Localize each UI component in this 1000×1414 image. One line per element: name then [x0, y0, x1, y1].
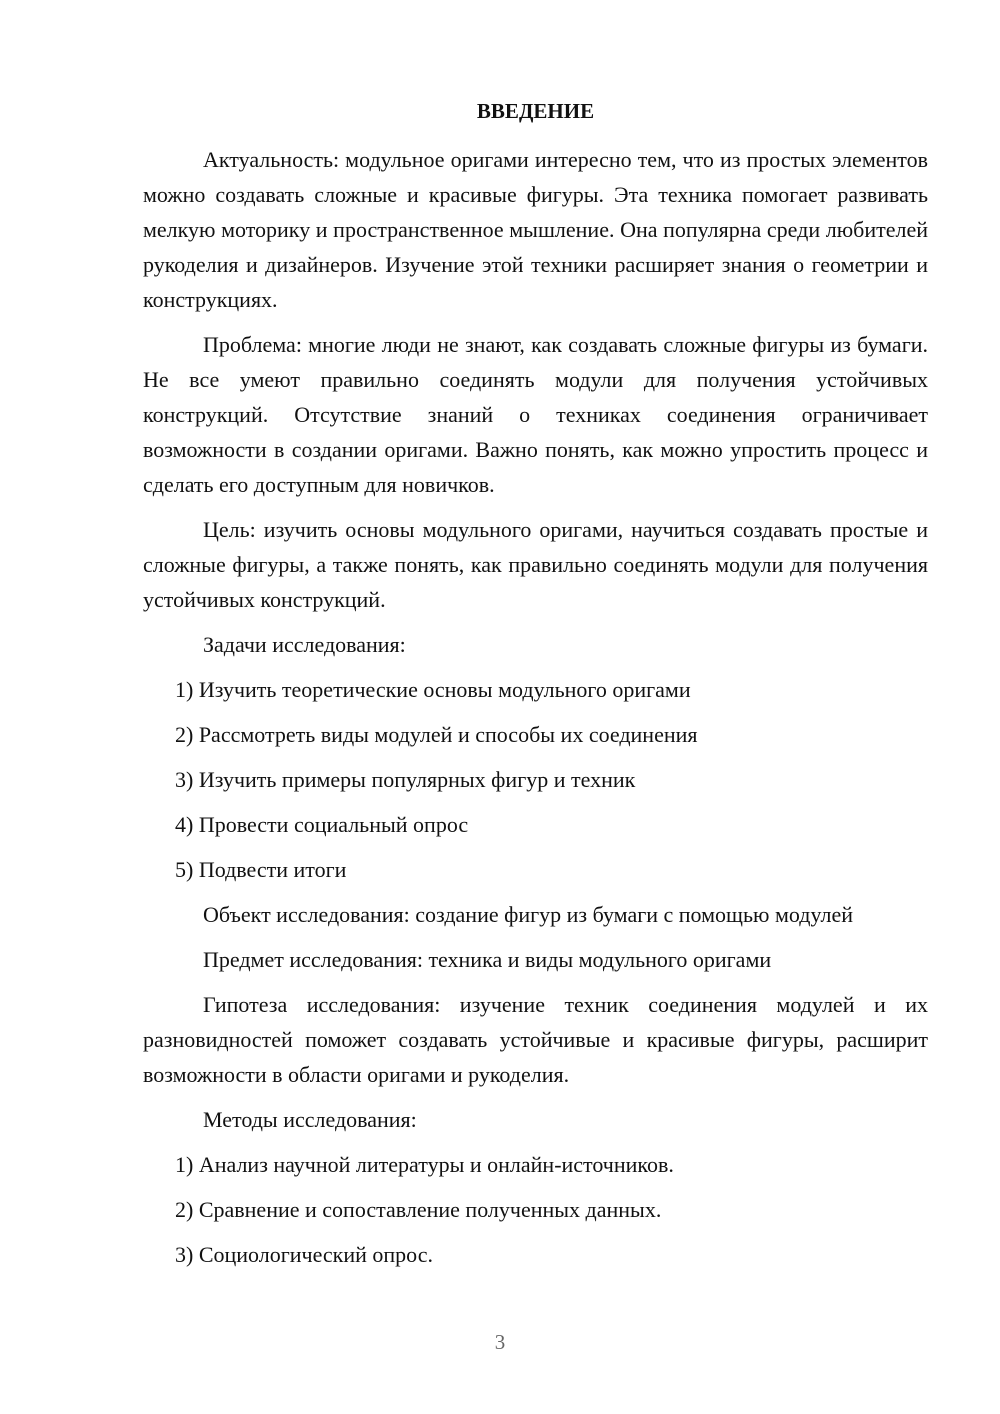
methods-list	[143, 1147, 928, 1272]
method-item: 2) Сравнение и сопоставление полученных данных.	[175, 1197, 662, 1222]
method-item: 3) Социологический опрос.	[175, 1242, 433, 1267]
methods-label: Методы исследования:	[203, 1107, 417, 1132]
goal-paragraph: Цель: изучить основы модульного оригами, научиться создавать простые и сложные фигуры, а также понять, как правильно соединять модули для получения устойчивых конструкций.	[143, 517, 928, 612]
problem-paragraph: Проблема: многие люди не знают, как создавать сложные фигуры из бумаги. Не все умеют правильно соединять модули для получения устойчивых конструкций. Отсутствие знаний о техниках соединения ограничивает возможности в создании оригами. Важно понять, как можно упростить процесс и сделать его доступным для новичков.	[143, 332, 928, 497]
subject-paragraph: Предмет исследования: техника и виды модульного оригами	[203, 947, 772, 972]
task-item: 4) Провести социальный опрос	[175, 812, 469, 837]
tasks-label: Задачи исследования:	[203, 632, 406, 657]
hypothesis-paragraph: Гипотеза исследования: изучение техник соединения модулей и их разновидностей поможет создавать устойчивые и красивые фигуры, расширит возможности в области оригами и рукоделия.	[143, 992, 928, 1087]
object-paragraph: Объект исследования: создание фигур из бумаги с помощью модулей	[203, 902, 853, 927]
task-item: 1) Изучить теоретические основы модульного оригами	[175, 677, 691, 702]
section-heading: ВВЕДЕНИЕ	[476, 99, 595, 123]
document-page	[143, 94, 928, 1282]
relevance-paragraph: Актуальность: модульное оригами интересно тем, что из простых элементов можно создавать сложные и красивые фигуры. Эта техника помогает развивать мелкую моторику и пространственное мышление. Она популярна среди любителей рукоделия и дизайнеров. Изучение этой техники расширяет знания о геометрии и конструкциях.	[143, 147, 928, 312]
page-number: 3	[494, 1330, 506, 1354]
task-item: 5) Подвести итоги	[175, 857, 347, 882]
tasks-list	[143, 672, 928, 887]
task-item: 2) Рассмотреть виды модулей и способы их соединения	[175, 722, 698, 747]
task-item: 3) Изучить примеры популярных фигур и техник	[175, 767, 636, 792]
method-item: 1) Анализ научной литературы и онлайн-источников.	[175, 1152, 674, 1177]
